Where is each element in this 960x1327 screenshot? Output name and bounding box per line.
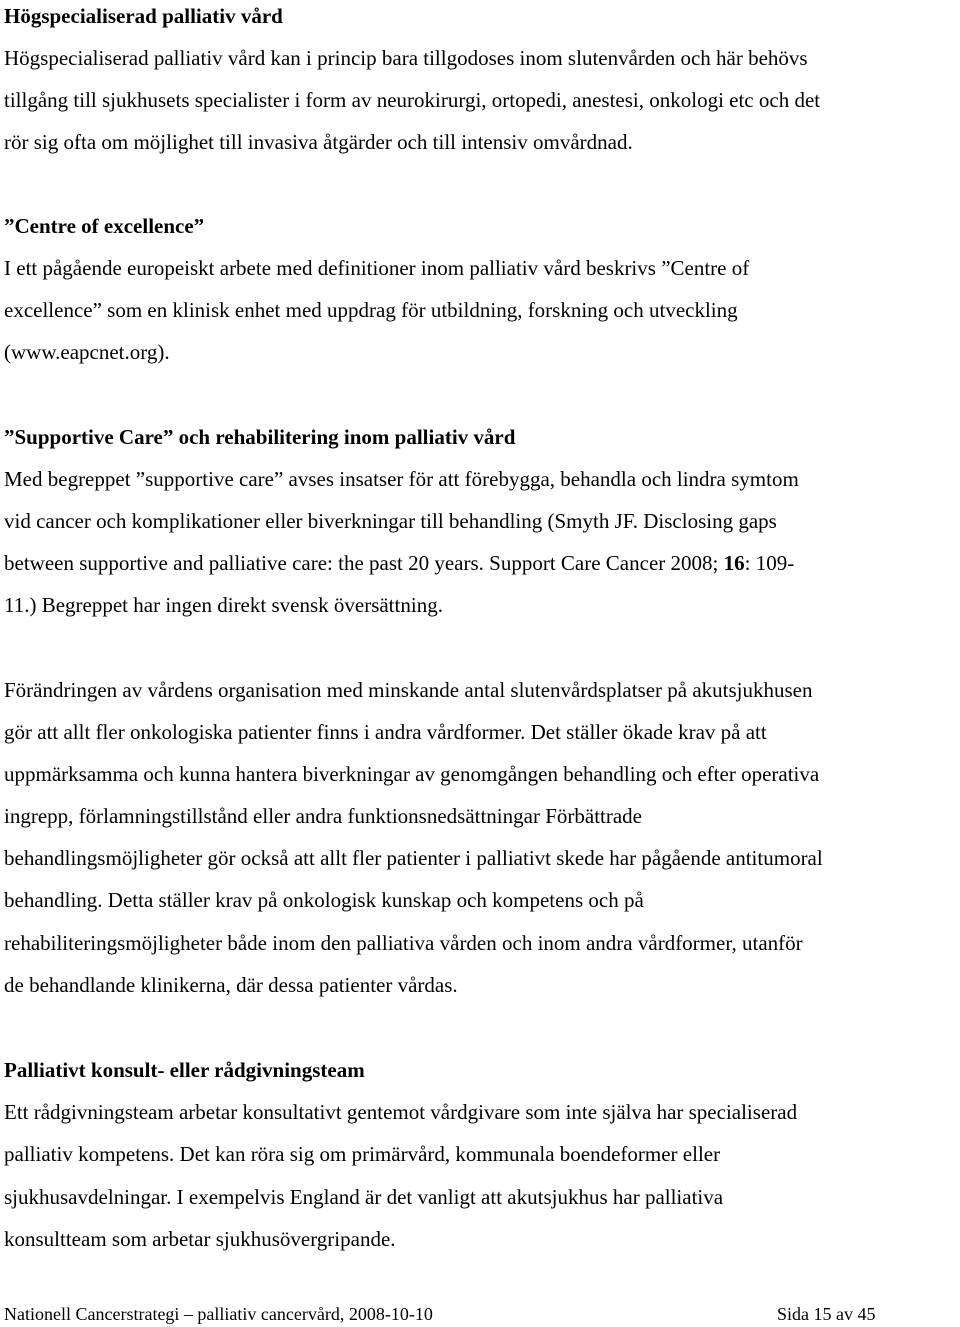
paragraph-line: excellence” som en klinisk enhet med uppdrag för utbildning, forskning och utveckling xyxy=(4,298,738,322)
paragraph-line: behandling. Detta ställer krav på onkologisk kunskap och kompetens och på xyxy=(4,888,644,912)
section-heading: ”Supportive Care” och rehabilitering inom palliativ vård xyxy=(4,425,516,449)
paragraph-line: ingrepp, förlamningstillstånd eller andra funktionsnedsättningar Förbättrade xyxy=(4,804,642,828)
paragraph-line: (www.eapcnet.org). xyxy=(4,340,170,364)
paragraph-line: rör sig ofta om möjlighet till invasiva åtgärder och till intensiv omvårdnad. xyxy=(4,130,633,154)
paragraph-line: uppmärksamma och kunna hantera biverkningar av genomgången behandling och efter operativa xyxy=(4,762,820,786)
paragraph-line: behandlingsmöjligheter gör också att allt fler patienter i palliativt skede har pågående antitumoral xyxy=(4,846,823,870)
paragraph-line: konsultteam som arbetar sjukhusövergripande. xyxy=(4,1227,396,1251)
citation-pages: : 109- xyxy=(744,551,795,575)
section-heading: Högspecialiserad palliativ vård xyxy=(4,4,283,28)
paragraph-line: tillgång till sjukhusets specialister i form av neurokirurgi, ortopedi, anestesi, onkologi etc och det xyxy=(4,88,821,112)
paragraph-line: Ett rådgivningsteam arbetar konsultativt gentemot vårdgivare som inte själva har specialiserad xyxy=(4,1100,798,1124)
paragraph-line xyxy=(4,550,794,576)
paragraph-line: 11.) Begreppet har ingen direkt svensk översättning. xyxy=(4,593,443,617)
paragraph-line: gör att allt fler onkologiska patienter finns i andra vårdformer. Det ställer ökade krav på att xyxy=(4,720,767,744)
paragraph-line: rehabiliteringsmöjligheter både inom den palliativa vården och inom andra vårdformer, utanför xyxy=(4,931,803,955)
section-heading: ”Centre of excellence” xyxy=(4,214,205,238)
paragraph-line: palliativ kompetens. Det kan röra sig om primärvård, kommunala boendeformer eller xyxy=(4,1142,721,1166)
paragraph-line: Med begreppet ”supportive care” avses insatser för att förebygga, behandla och lindra symtom xyxy=(4,467,799,491)
paragraph-line: de behandlande klinikerna, där dessa patienter vårdas. xyxy=(4,973,458,997)
citation-text: between supportive and palliative care: the past 20 years. Support Care Cancer 2008; xyxy=(4,551,724,575)
paragraph-line: sjukhusavdelningar. I exempelvis England är det vanligt att akutsjukhus har palliativa xyxy=(4,1185,724,1209)
volume-number: 16 xyxy=(723,551,745,575)
paragraph-line: I ett pågående europeiskt arbete med definitioner inom palliativ vård beskrivs ”Centre of xyxy=(4,256,750,280)
page-number: Sida 15 av 45 xyxy=(777,1304,876,1324)
paragraph-line: vid cancer och komplikationer eller biverkningar till behandling (Smyth JF. Disclosing gaps xyxy=(4,509,777,533)
section-heading: Palliativt konsult- eller rådgivningsteam xyxy=(4,1058,365,1082)
footer-title: Nationell Cancerstrategi – palliativ cancervård, 2008-10-10 xyxy=(4,1304,433,1324)
document-page xyxy=(4,0,956,1327)
paragraph-line: Förändringen av vårdens organisation med minskande antal slutenvårdsplatser på akutsjukhusen xyxy=(4,678,813,702)
paragraph-line: Högspecialiserad palliativ vård kan i princip bara tillgodoses inom slutenvården och här behövs xyxy=(4,46,808,70)
